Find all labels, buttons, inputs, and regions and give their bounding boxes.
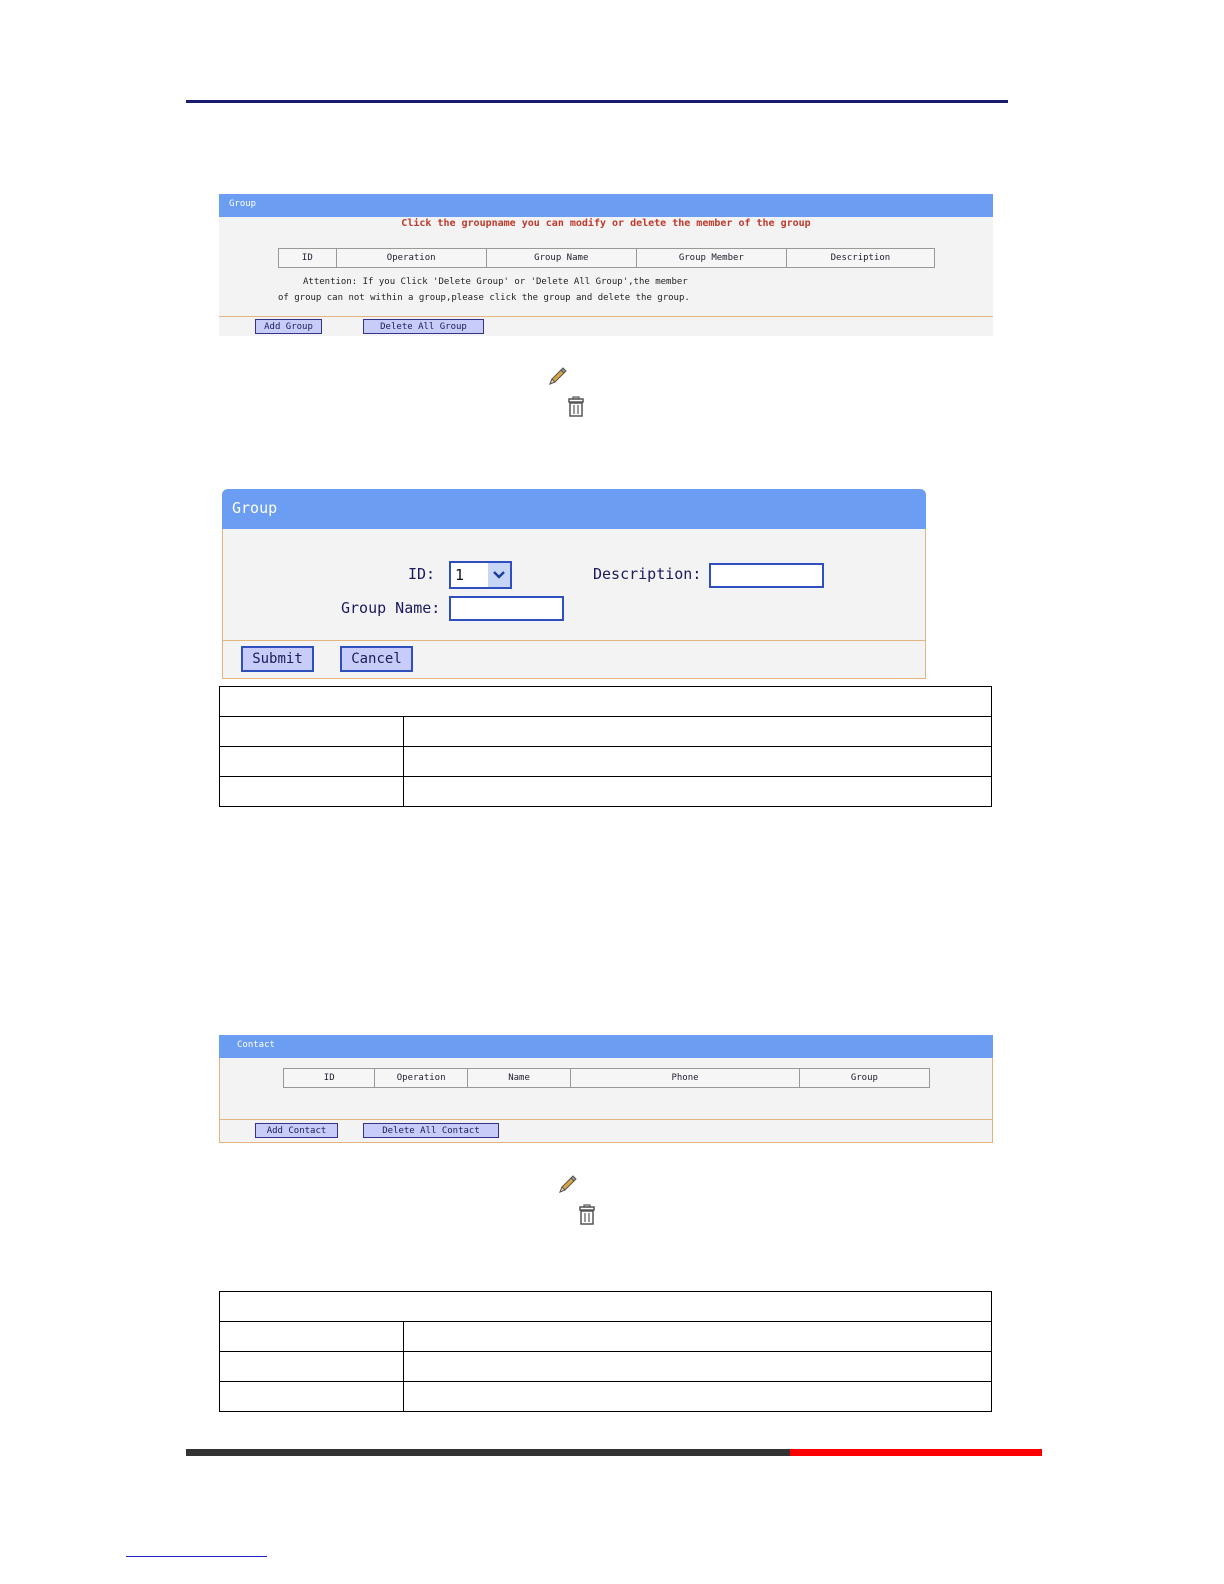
- table-cell: [220, 747, 404, 777]
- group-form-panel: [222, 489, 926, 679]
- table-cell: [404, 1382, 992, 1412]
- group-name-label: Group Name:: [341, 599, 441, 617]
- contact-list-title: Contact: [237, 1040, 275, 1050]
- trash-icon: [565, 396, 587, 418]
- chevron-down-icon: [488, 563, 510, 587]
- trash-icon: [576, 1204, 598, 1226]
- contact-list-header: [219, 1035, 993, 1058]
- submit-button[interactable]: Submit: [241, 646, 314, 672]
- pencil-icon: [555, 1174, 579, 1196]
- table-cell: [404, 747, 992, 777]
- attention-line-2: of group can not within a group,please click the group and delete the group.: [278, 293, 690, 303]
- header-rule: [186, 100, 1008, 103]
- group-name-field[interactable]: [449, 596, 564, 621]
- id-label: ID:: [408, 565, 436, 583]
- delete-all-contact-button[interactable]: Delete All Contact: [363, 1123, 499, 1138]
- column-id: ID: [284, 1069, 375, 1087]
- footer-link-underline: [126, 1556, 267, 1557]
- footer-bar-dark: [186, 1449, 790, 1456]
- table-row: [220, 717, 992, 747]
- description-field[interactable]: [709, 563, 824, 588]
- delete-all-group-button[interactable]: Delete All Group: [363, 319, 484, 334]
- column-name: Name: [468, 1069, 571, 1087]
- table-row: [220, 1352, 992, 1382]
- table-row: [220, 1322, 992, 1352]
- column-group: Group: [850, 1073, 878, 1083]
- table-cell: [220, 687, 992, 717]
- panel-divider: [220, 1119, 992, 1120]
- attention-line-1: Attention: If you Click 'Delete Group' or 'Delete All Group',the member: [303, 277, 688, 287]
- parameter-table-2: [219, 1291, 992, 1412]
- column-operation: Operation: [375, 1069, 467, 1087]
- group-table-header: [278, 248, 935, 268]
- panel-divider: [219, 316, 993, 317]
- panel-divider: [223, 640, 925, 641]
- contact-table-header: [283, 1068, 930, 1088]
- column-group-member: Group Member: [637, 249, 787, 267]
- table-cell: [220, 1322, 404, 1352]
- contact-list-panel: [219, 1035, 993, 1143]
- table-cell: [220, 1352, 404, 1382]
- table-cell: [404, 777, 992, 807]
- column-group-name: Group Name: [487, 249, 637, 267]
- group-form-header: [222, 489, 926, 529]
- table-cell: [404, 1352, 992, 1382]
- table-cell: [220, 717, 404, 747]
- table-row: [220, 687, 992, 717]
- id-select-value: 1: [455, 566, 465, 584]
- footer-bar-red: [790, 1449, 1042, 1456]
- cancel-button[interactable]: Cancel: [340, 646, 413, 672]
- group-form-title: Group: [232, 499, 278, 517]
- description-label: Description:: [593, 565, 702, 583]
- column-id: ID: [279, 249, 337, 267]
- table-cell: [404, 717, 992, 747]
- id-select[interactable]: [449, 561, 512, 589]
- table-row: [220, 747, 992, 777]
- table-cell: [220, 1292, 992, 1322]
- pencil-icon: [545, 366, 569, 388]
- table-cell: [220, 1382, 404, 1412]
- table-row: [220, 777, 992, 807]
- table-row: [220, 1292, 992, 1322]
- group-list-panel: [219, 194, 993, 336]
- group-list-header: [219, 194, 993, 217]
- column-operation: Operation: [337, 249, 487, 267]
- add-group-button[interactable]: Add Group: [255, 319, 322, 334]
- parameter-table-1: [219, 686, 992, 807]
- table-cell: [220, 777, 404, 807]
- group-list-title: Group: [229, 199, 257, 209]
- column-phone: Phone: [571, 1069, 800, 1087]
- table-cell: [404, 1322, 992, 1352]
- add-contact-button[interactable]: Add Contact: [255, 1123, 338, 1138]
- table-row: [220, 1382, 992, 1412]
- column-description: Description: [830, 253, 891, 263]
- group-list-hint: Click the groupname you can modify or delete the member of the group: [401, 218, 811, 229]
